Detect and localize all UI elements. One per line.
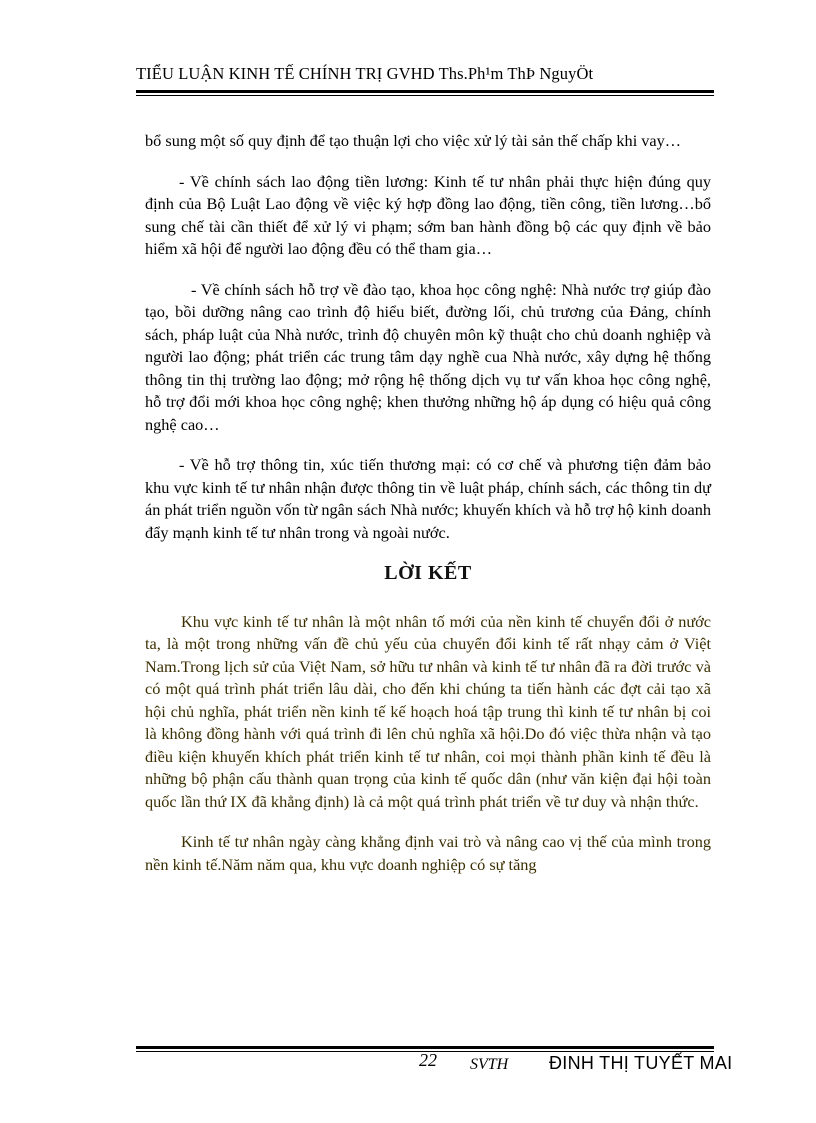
section-heading: LỜI KẾT	[384, 562, 472, 584]
page-number: 22	[419, 1050, 437, 1070]
page-body	[145, 130, 711, 876]
header-rule-thin	[136, 95, 714, 96]
page-header	[136, 62, 714, 86]
header-rule-thick	[136, 90, 714, 93]
paragraph-labor-policy: - Về chính sách lao động tiền lương: Kinh tế tư nhân phải thực hiện đúng quy định của Bộ Luật Lao động về việc ký hợp đồng lao động, tiền công, tiền lương…bổ sung chế tài cần thiết để xử lý vi phạm; sớm ban hành đồng bộ các quy định về bảo hiểm xã hội để người lao động đều có thể tham gia…	[145, 171, 711, 258]
header-title: TIỂU LUẬN KINH TẾ CHÍNH TRỊ GVHD Ths.Ph¹m ThÞ NguyÖt	[136, 64, 594, 83]
conclusion-paragraph-2: Kinh tế tư nhân ngày càng khẳng định vai trò và nâng cao vị thế của mình trong nền kinh tế.Năm năm qua, khu vực doanh nghiệp có sự tăng	[145, 832, 711, 874]
footer-rule-thick	[136, 1046, 714, 1049]
paragraph-continuation: bổ sung một số quy định để tạo thuận lợi cho việc xử lý tài sản thế chấp khi vay…	[145, 131, 682, 150]
footer-author: ĐINH THỊ TUYẾT MAI	[549, 1053, 733, 1073]
conclusion-paragraph-1: Khu vực kinh tế tư nhân là một nhân tố mới của nền kinh tế chuyển đổi ở nước ta, là một trong những vấn đề chủ yếu của chuyển đổi kinh tế rất nhạy cảm ở Việt Nam.Trong lịch sử của Việt Nam, sở hữu tư nhân và kinh tế tư nhân đã ra đời trước và có một quá trình phát triển lâu dài, cho đến khi chúng ta tiến hành các đợt cải tạo xã hội chủ nghĩa, phát triển nền kinh tế kế hoạch hoá tập trung thì kinh tế tư nhân bị coi là không đồng hành với quá trình đi lên chủ nghĩa xã hội.Do đó việc thừa nhận và tạo điều kiện khuyến khích phát triển kinh tế tư nhân, coi mọi thành phần kinh tế đều là những bộ phận cấu thành quan trọng của kinh tế quốc dân (như văn kiện đại hội toàn quốc lần thứ IX đã khẳng định) là cả một quá trình phát triển về tư duy và nhận thức.	[145, 611, 711, 811]
paragraph-information-support: - Về hỗ trợ thông tin, xúc tiến thương mại: có cơ chế và phương tiện đảm bảo khu vực kinh tế tư nhân nhận được thông tin về luật pháp, chính sách, các thông tin dự án phát triển nguồn vốn từ ngân sách Nhà nước; khuyến khích và hỗ trợ hộ kinh doanh đẩy mạnh kinh tế tư nhân trong và ngoài nước.	[145, 455, 711, 542]
footer-svth-label: SVTH	[470, 1056, 509, 1073]
paragraph-training-support: - Về chính sách hỗ trợ về đào tạo, khoa học công nghệ: Nhà nước trợ giúp đào tạo, bồi dưỡng nâng cao trình độ hiểu biết, đường lối, chủ trương của Đảng, chính sách, pháp luật của Nhà nước, trình độ chuyên môn kỹ thuật cho chủ doanh nghiệp và người lao động; phát triển các trung tâm dạy nghề cua Nhà nước, xây dựng hệ thống thông tin thị trường lao động; mở rộng hệ thống dịch vụ tư vấn khoa học công nghệ, hỗ trợ đổi mới khoa học công nghệ; khen thưởng những hộ áp dụng có hiệu quả công nghệ cao…	[145, 279, 711, 434]
